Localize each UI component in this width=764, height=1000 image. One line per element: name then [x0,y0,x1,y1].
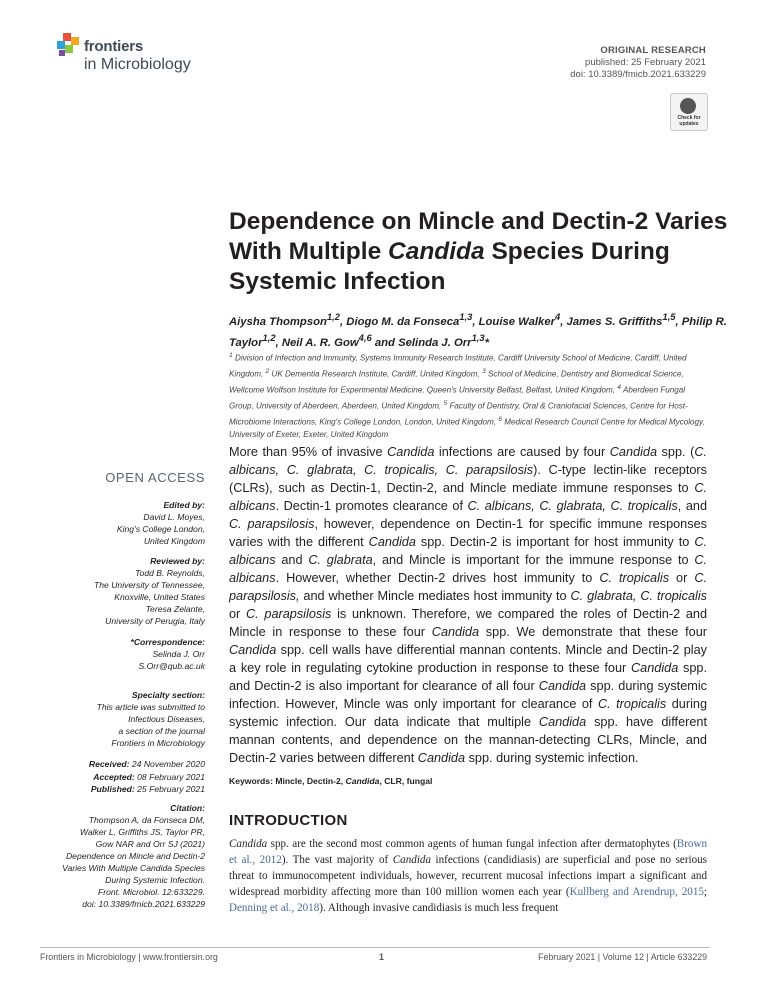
text-run: Mincle, Dectin-2, [275,776,346,786]
affiliation-number: 1 [229,352,233,359]
keywords [229,776,707,786]
sidebar-line: Varies With Multiple Candida Species [62,863,205,873]
text-run: spp. Dectin-2 is important for host immunity to [415,535,695,549]
author-separator: , [560,315,567,328]
text-run: , however, dependence on Dectin-1 for specific immune responses varies with the different [229,517,707,549]
date-label: Accepted: [93,771,135,782]
italic-run: Candida [392,854,431,866]
sidebar-heading: Citation: [170,803,205,813]
affiliation-text: Aberdeen Fungal Group, University of Aberdeen, Aberdeen, United Kingdom, [229,385,686,411]
sidebar-line: doi: 10.3389/fmicb.2021.633229 [82,899,205,909]
sidebar-line: Thompson A, da Fonseca DM, [88,815,205,825]
affiliation-number: 2 [265,367,270,375]
italic-run: C. albicans [229,535,707,567]
page-number: 1 [379,952,384,962]
sidebar-line: Knoxville, United States [114,592,205,602]
author-name: Diogo M. da Fonseca [346,315,460,328]
journal-name-frontiers: frontiers [84,38,144,55]
author-affiliation-sup: 1,3 [471,331,485,343]
date-value: 08 February 2021 [134,771,205,782]
author-name: Neil A. R. Gow [281,336,359,349]
text-run: spp. are the second most common agents of human fungal infection after dermatophytes ( [267,838,677,850]
sidebar-line: The University of Tennessee, [94,580,205,590]
author-name: James S. Griffiths [566,315,663,328]
sidebar-line: a section of the journal [118,726,205,736]
italic-run: C. parapsilosis [229,517,315,531]
sidebar-line: During Systemic Infection. [105,875,205,885]
sidebar-heading: *Correspondence: [130,637,205,647]
text-run: spp. cell walls have differential mannan contents. Mincle and Dectin-2 play a key role in regulating cytokine production in response to these four [229,643,707,675]
frontiers-logo-icon [57,33,81,57]
footer-issue-info: February 2021 | Volume 12 | Article 633229 [538,952,707,962]
sidebar-heading: Edited by: [163,500,205,510]
affiliation-number: 6 [498,415,503,423]
italic-run: Candida [345,776,380,786]
affiliation-number: 5 [443,399,448,407]
italic-run: C. parapsilosis [246,607,332,621]
text-run: infections are caused by four [434,445,610,459]
italic-run: C. albicans, C. glabrata, C. tropicalis [467,499,678,513]
article-type: ORIGINAL RESEARCH [600,45,706,56]
section-heading-introduction: INTRODUCTION [229,812,348,829]
date-value: 25 February 2021 [134,784,205,795]
affiliation-text: Faculty of Dentistry, Oral & Craniofacial Sciences, Centre for Host-Microbiome Interactions, King's College London, London, United Kingdom, [229,401,688,427]
author-separator: , [472,315,479,328]
specialty-section [40,689,205,749]
affiliation-text: School of Medicine, Dentistry and Biomedical Science, Wellcome Wolfson Institute for Experimental Medicine, Queen's University Belfast, Belfast, United Kingdom, [229,369,684,395]
text-run: spp. during systemic infection. However, Mincle was only important for clearance of [229,679,707,711]
sidebar-line: Selinda J. Orr [152,649,205,659]
author-affiliation-sup: 4 [555,311,561,322]
text-run: infections (candidiasis) are superficial and pose no serious threat to immunocompetent individuals, however, recurrent mucosal infections impart a significant and widespread morbidity affecting more than 100 million women each year ( [229,854,708,898]
edited-by-section [40,499,205,547]
affiliation-number: 4 [617,383,622,391]
text-run: spp. ( [657,445,695,459]
date-value: 24 November 2020 [129,759,205,769]
italic-run: Candida [538,715,587,729]
badge-line-1: Check for [677,115,701,121]
text-run: during systemic infection. Our data indicate that multiple [229,697,708,729]
text-run: is unknown. Therefore, we compared the roles of Dectin-2 and Mincle in response to these four [229,607,707,639]
sidebar-line: Todd B. Reynolds, [135,568,205,578]
title-part-1: Dependence on Mincle and Dectin-2 Varies With Multiple [229,208,728,265]
citation-section [40,802,205,910]
article-title [229,207,729,297]
text-run: , and [677,499,708,513]
sidebar-heading: Specialty section: [131,690,205,700]
sidebar-line: Walker L, Griffiths JS, Taylor PR, [79,827,205,837]
italic-run: C. albicans, C. glabrata, C. tropicalis, C. parapsilosis [229,445,707,477]
text-run: , CLR, fungal [379,776,433,786]
text-run: spp. and Dectin-2 is also important for clearance of all four [229,661,707,693]
sidebar-line: Dependence on Mincle and Dectin-2 [65,851,205,861]
author-list [229,309,729,351]
italic-run: Candida [609,445,658,459]
sidebar-line: Teresa Zelante, [145,604,205,614]
text-run: . However, whether Dectin-2 drives host immunity to [275,571,600,585]
sidebar-line: Gow NAR and Orr SJ (2021) [95,839,205,849]
sidebar-line: Front. Microbiol. 12:633229. [97,887,205,897]
date-label: Published: [90,784,135,795]
badge-line-2: updates [679,121,699,127]
article-meta [570,45,706,81]
text-run: spp. have different mannan contents, and dependence on the mannan-detecting CLRs, Mincle, and Dectin-2 varies between different [229,715,707,765]
author-separator: , [340,315,347,328]
author-name: Selinda J. Orr [398,336,472,349]
text-run: ). The vast majority of [281,854,393,866]
italic-run: Candida [417,751,466,765]
citation-link[interactable]: Kullberg and Arendrup, 2015 [569,886,704,898]
italic-run: Candida [387,445,435,459]
title-italic: Candida [388,238,485,265]
italic-run: C. glabrata, C. tropicalis [570,589,708,603]
author-affiliation-sup: 1,5 [662,311,676,322]
author-separator: * [484,336,490,349]
affiliation-text: Medical Research Council Centre for Medical Mycology, University of Exeter, Exeter, United Kingdom [229,417,705,440]
text-run: . Dectin-1 promotes clearance of [275,499,468,513]
italic-run: Candida [229,838,268,850]
sidebar-line: King's College London, [116,524,205,534]
text-run: ; [703,886,708,898]
author-name: Philip R. Taylor [229,315,727,349]
footer-journal[interactable]: Frontiers in Microbiology | www.frontiersin.org [40,952,218,962]
text-run: spp. We demonstrate that these four [479,625,707,639]
correspondence-section [40,636,205,672]
keywords-label: Keywords: [229,776,276,786]
sidebar-line: United Kingdom [143,536,205,546]
affiliations [229,349,711,442]
italic-run: Candida [431,625,480,639]
text-run: ). Although invasive candidiasis is much less frequent [319,902,559,914]
author-affiliation-sup: 1,3 [459,311,473,322]
affiliation-text: Division of Infection and Immunity, Systems Immunity Research Institute, Cardiff University School of Medicine, Cardiff, United Kingdom, [229,353,687,379]
sidebar-line: David L. Moyes, [143,512,205,522]
citation-link[interactable]: Brown et al., 2012 [229,838,707,866]
affiliation-text: UK Dementia Research Institute, Cardiff, United Kingdom, [269,369,482,379]
open-access-label: OPEN ACCESS [105,470,205,485]
sidebar-line: S.Orr@qub.ac.uk [138,661,205,671]
author-name: Aiysha Thompson [229,315,327,328]
article-doi[interactable]: doi: 10.3389/fmicb.2021.633229 [570,69,706,80]
italic-run: C. parapsilosis, [229,571,708,603]
italic-run: Candida [538,679,587,693]
journal-logo [57,33,237,83]
italic-run: C. albicans [229,553,708,585]
author-affiliation-sup: 1,2 [262,331,276,343]
italic-run: C. tropicalis [599,571,670,585]
date-row [40,783,205,796]
citation-link[interactable]: Denning et al., 2018 [229,902,320,914]
article-dates [40,758,205,796]
sidebar-line: Frontiers in Microbiology [111,738,205,748]
check-updates-icon [680,98,696,114]
date-row [40,771,205,784]
author-separator: and [371,336,399,349]
text-run: and whether Mincle mediates host immunity to [299,589,571,603]
date-label: Received: [88,759,130,769]
sidebar-line: University of Perugia, Italy [105,616,205,626]
date-row [40,758,205,771]
author-affiliation-sup: 4,6 [358,331,372,343]
sidebar-line: Infectious Diseases, [128,714,205,724]
italic-run: Candida [368,535,416,549]
italic-run: Candida [630,661,679,675]
published-date: published: 25 February 2021 [585,57,706,68]
title-part-2: Species During Systemic Infection [229,238,670,295]
italic-run: C. albicans [229,481,707,513]
italic-run: Candida [229,643,277,657]
text-run: , and Mincle is important for the immune response to [372,553,695,567]
text-run: or [669,571,695,585]
text-run: ). C-type lectin-like receptors (CLRs), such as Dectin-1, Dectin-2, and Mincle mediate immune responses to [229,463,707,495]
author-separator: , [275,336,282,349]
introduction-text [229,836,707,916]
italic-run: C. tropicalis [597,697,667,711]
check-for-updates-button[interactable] [670,93,708,131]
abstract [229,443,707,767]
author-affiliation-sup: 1,2 [326,311,340,322]
footer-divider [40,947,710,948]
sidebar-line: This article was submitted to [96,702,205,712]
sidebar-heading: Reviewed by: [150,556,205,566]
affiliation-number: 3 [482,367,486,375]
text-run: spp. during systemic infection. [465,751,639,765]
journal-name-subject: in Microbiology [84,56,191,73]
text-run: or [229,607,246,621]
text-run: More than 95% of invasive [229,445,388,459]
author-name: Louise Walker [478,315,556,328]
author-separator: , [675,315,682,328]
reviewed-by-section [40,555,205,627]
text-run: and [275,553,309,567]
italic-run: C. glabrata [308,553,373,567]
